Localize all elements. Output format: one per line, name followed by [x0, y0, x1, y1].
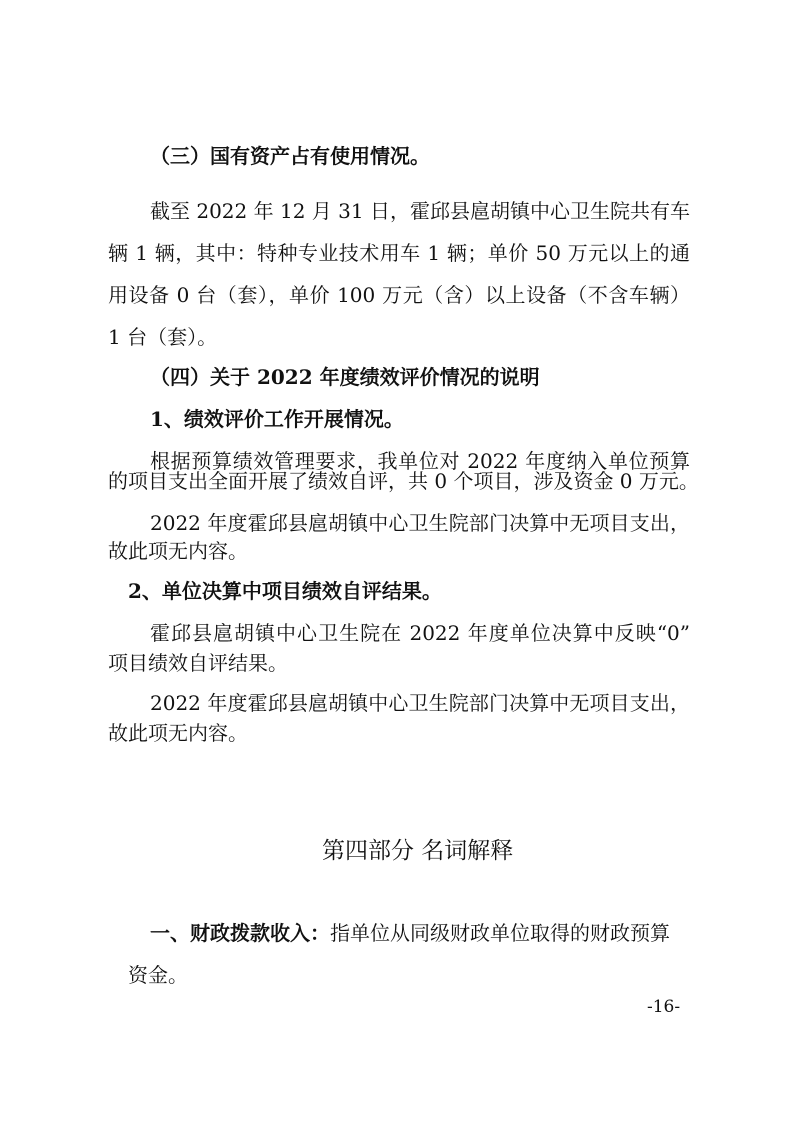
subsection-2-heading: 2、单位决算中项目绩效自评结果。: [128, 579, 442, 603]
section-3-paragraph-line: 截至 2022 年 12 月 31 日，霍邱县扈胡镇中心卫生院共有车: [150, 199, 690, 223]
subsection-2-paragraph-line: 故此项无内容。: [108, 721, 248, 745]
term-1-line: [150, 919, 670, 947]
term-1-label: 一、财政拨款收入：: [150, 921, 330, 945]
subsection-2-paragraph-line: 2022 年度霍邱县扈胡镇中心卫生院部门决算中无项目支出，: [150, 691, 690, 715]
subsection-1-paragraph-line: 故此项无内容。: [108, 539, 248, 563]
section-3-paragraph-line: 1 台（套）。: [108, 325, 218, 349]
subsection-2-paragraph-line: 项目绩效自评结果。: [108, 651, 288, 675]
page-number: -16-: [647, 997, 681, 1017]
subsection-2-paragraph-line: 霍邱县扈胡镇中心卫生院在 2022 年度单位决算中反映“0”: [150, 621, 690, 645]
section-3-paragraph-line: 辆 1 辆，其中：特种专业技术用车 1 辆；单价 50 万元以上的通: [108, 241, 690, 265]
subsection-1-paragraph-line: 根据预算绩效管理要求，我单位对 2022 年度纳入单位预算: [150, 449, 690, 473]
subsection-1-paragraph-line: 的项目支出全面开展了绩效自评，共 0 个项目，涉及资金 0 万元。: [108, 469, 699, 493]
part-4-title: 第四部分 名词解释: [322, 838, 514, 864]
term-1-definition: 指单位从同级财政单位取得的财政预算: [330, 921, 670, 945]
section-3-heading: （三）国有资产占有使用情况。: [150, 144, 430, 168]
subsection-1-heading: 1、绩效评价工作开展情况。: [150, 407, 404, 431]
subsection-1-paragraph-line: 2022 年度霍邱县扈胡镇中心卫生院部门决算中无项目支出，: [150, 511, 690, 535]
section-4-heading: （四）关于 2022 年度绩效评价情况的说明: [150, 365, 540, 389]
section-3-paragraph-line: 用设备 0 台（套），单价 100 万元（含）以上设备（不含车辆）: [108, 283, 690, 307]
term-1-definition-continuation: 资金。: [128, 963, 188, 987]
